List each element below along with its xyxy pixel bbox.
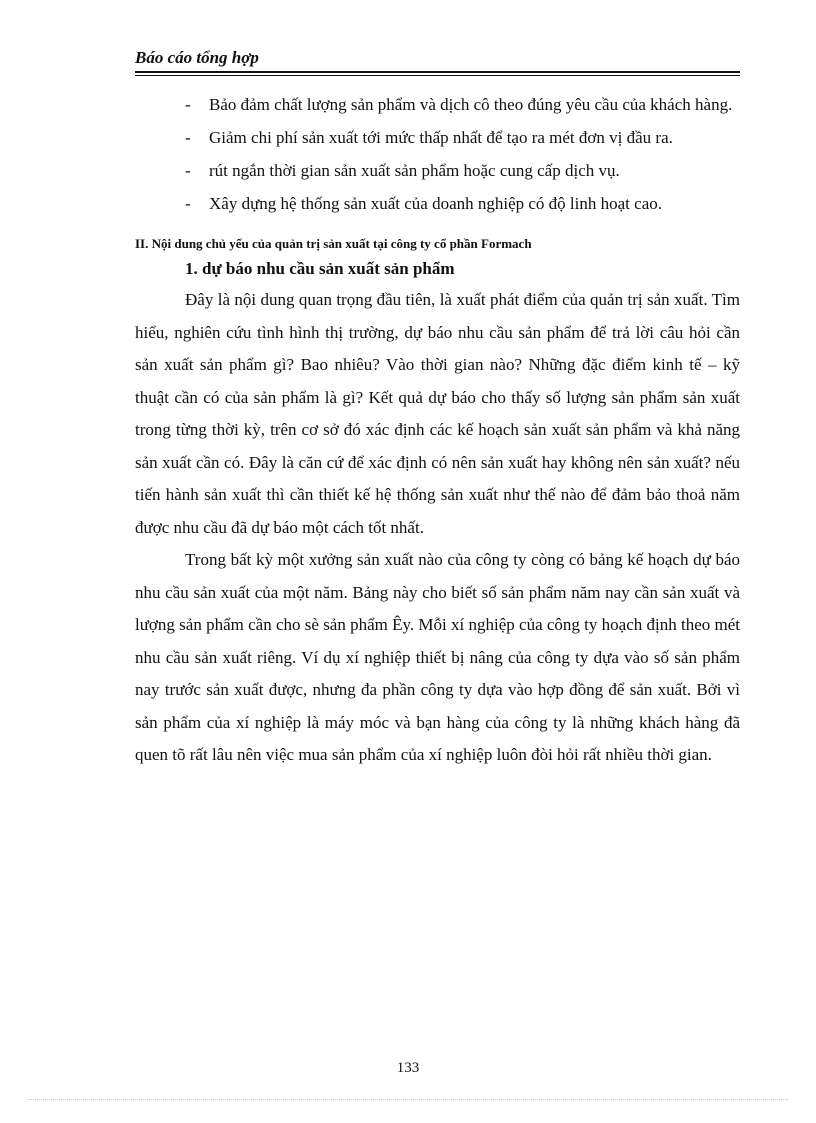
paragraph: Trong bất kỳ một xưởng sản xuất nào của công ty còng có bảng kế hoạch dự báo nhu cầu sản xuất của một năm. Bảng này cho biết số sản phẩm năm nay cần sản xuất và lượng sản phẩm cần cho sè sản phẩm Êy. Mỗi xí nghiệp của công ty hoạch định theo mét nhu cầu sản xuất riêng. Ví dụ xí nghiệp thiết bị nâng của công ty dựa vào số sản phẩm nay trước sản xuất được, nhưng đa phần công ty dựa vào hợp đồng để sản xuất. Bởi vì sản phẩm của xí nghiệp là máy móc và bạn hàng của công ty là những khách hàng đã quen tõ rất lâu nên việc mua sản phẩm của xí nghiệp luôn đòi hỏi rất nhiều thời gian. xyxy=(135,550,740,764)
subsection-heading: 1. dự báo nhu cầu sản xuất sản phẩm xyxy=(185,259,455,278)
section-heading: II. Nội dung chủ yếu của quản trị sản xuất tại công ty cổ phần Formach xyxy=(135,236,532,251)
document-body xyxy=(135,88,740,772)
bullet-dash: - xyxy=(185,161,191,180)
bullet-item xyxy=(135,187,740,220)
bullet-text: Bảo đảm chất lượng sản phẩm và dịch cô theo đúng yêu cầu của khách hàng. xyxy=(209,95,733,114)
bullet-dash: - xyxy=(185,95,191,114)
bullet-item xyxy=(135,88,740,121)
paragraph: Đây là nội dung quan trọng đầu tiên, là xuất phát điểm của quản trị sản xuất. Tìm hiểu, nghiên cứu tình hình thị trường, dự báo nhu cầu sản phẩm để trả lời câu hỏi cần sản xuất sản phẩm gì? Bao nhiêu? Vào thời gian nào? Những đặc điểm kinh tế – kỹ thuật cần có của sản phẩm là gì? Kết quả dự báo cho thấy số lượng sản phẩm sản xuất trong từng thời kỳ, trên cơ sở đó xác định các kế hoạch sản xuất sản phẩm và khả năng sản xuất cần có. Đây là căn cứ để xác định có nên sản xuất hay không nên sản xuất? nếu tiến hành sản xuất thì cần thiết kế hệ thống sản xuất như thế nào để đảm bảo thoả năm được nhu cầu đã dự báo một cách tốt nhất. xyxy=(135,290,740,537)
bullet-text: Giảm chi phí sản xuất tới mức thấp nhất để tạo ra mét đơn vị đầu ra. xyxy=(209,128,673,147)
bullet-text: rút ngắn thời gian sản xuất sản phẩm hoặc cung cấp dịch vụ. xyxy=(209,161,620,180)
bullet-text: Xây dựng hệ thống sản xuất của doanh nghiệp có độ linh hoạt cao. xyxy=(209,194,662,213)
footer-rule xyxy=(28,1099,788,1100)
page-number: 133 xyxy=(396,1060,420,1076)
bullet-dash: - xyxy=(185,194,191,213)
bullet-item xyxy=(135,154,740,187)
header-rule-thin xyxy=(135,75,740,76)
header-rule-thick xyxy=(135,71,740,73)
bullet-dash: - xyxy=(185,128,191,147)
header-title: Báo cáo tổng hợp xyxy=(135,48,259,67)
page-header xyxy=(135,47,740,76)
bullet-item xyxy=(135,121,740,154)
